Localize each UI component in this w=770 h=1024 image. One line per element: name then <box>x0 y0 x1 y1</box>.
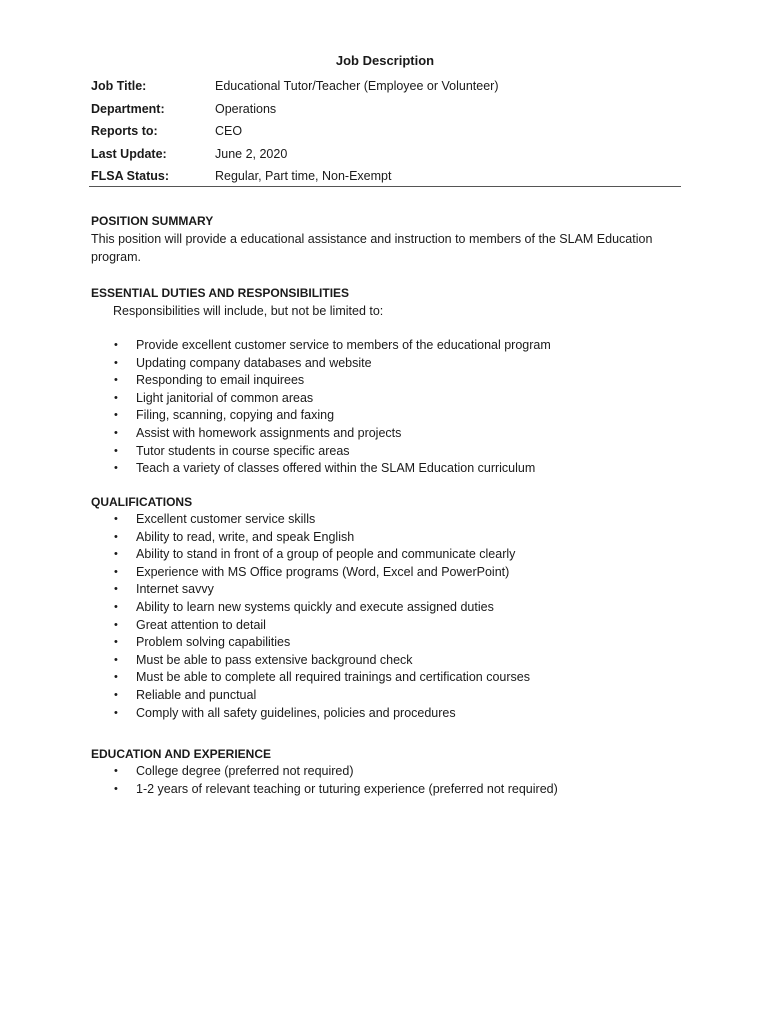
meta-value: June 2, 2020 <box>215 146 288 161</box>
bullet-icon: • <box>114 653 118 666</box>
duties-list-wrap <box>91 337 691 478</box>
list-item: • 1-2 years of relevant teaching or tuturing experience (preferred not required) <box>91 781 691 799</box>
section-heading: POSITION SUMMARY <box>91 214 214 228</box>
bullet-icon: • <box>114 548 118 561</box>
meta-label: Reports to: <box>91 124 158 139</box>
list-item: • Excellent customer service skills <box>91 511 691 529</box>
list-item: • Responding to email inquirees <box>91 372 691 390</box>
bullet-icon: • <box>114 391 118 404</box>
bullet-icon: • <box>114 530 118 543</box>
list-item: • Light janitorial of common areas <box>91 390 691 408</box>
bullet-icon: • <box>114 444 118 457</box>
list-item: • Must be able to pass extensive background check <box>91 652 691 670</box>
meta-row-reports-to <box>91 120 682 143</box>
meta-row-last-update <box>91 143 682 166</box>
list-item: • Teach a variety of classes offered within the SLAM Education curriculum <box>91 460 691 478</box>
list-item: • Comply with all safety guidelines, policies and procedures <box>91 705 691 723</box>
document-title: Job Description <box>335 53 435 68</box>
duties-list <box>91 337 691 478</box>
list-item: • Provide excellent customer service to members of the educational program <box>91 337 691 355</box>
list-item: • Tutor students in course specific areas <box>91 443 691 461</box>
header-divider <box>89 186 681 187</box>
meta-value: Regular, Part time, Non-Exempt <box>215 169 392 184</box>
meta-label: FLSA Status: <box>91 169 170 184</box>
list-item: • Reliable and punctual <box>91 687 691 705</box>
bullet-icon: • <box>114 636 118 649</box>
bullet-icon: • <box>114 765 118 777</box>
job-meta-table <box>91 75 682 188</box>
bullet-icon: • <box>114 356 118 369</box>
meta-value: CEO <box>215 124 243 139</box>
list-item: • Must be able to complete all required trainings and certification courses <box>91 669 691 687</box>
list-item: • Ability to read, write, and speak English <box>91 529 691 547</box>
meta-row-department <box>91 98 682 121</box>
section-heading: EDUCATION AND EXPERIENCE <box>91 747 272 761</box>
bullet-icon: • <box>114 583 118 596</box>
meta-label: Last Update: <box>91 146 167 161</box>
education-list <box>91 763 691 798</box>
meta-label: Department: <box>91 101 165 116</box>
education-section <box>91 745 691 798</box>
duties-section <box>91 284 691 320</box>
meta-row-flsa-status <box>91 165 682 188</box>
bullet-icon: • <box>114 600 118 613</box>
duties-intro: Responsibilities will include, but not be limited to: <box>113 304 384 318</box>
bullet-icon: • <box>114 339 118 351</box>
bullet-icon: • <box>114 688 118 701</box>
list-item: • Internet savvy <box>91 581 691 599</box>
list-item: • Problem solving capabilities <box>91 634 691 652</box>
list-item: • Filing, scanning, copying and faxing <box>91 407 691 425</box>
bullet-icon: • <box>114 426 118 439</box>
list-item: • Assist with homework assignments and projects <box>91 425 691 443</box>
meta-row-job-title <box>91 75 682 98</box>
bullet-icon: • <box>114 374 118 387</box>
meta-value: Operations <box>215 101 277 116</box>
meta-value: Educational Tutor/Teacher (Employee or Volunteer) <box>215 79 499 94</box>
list-item: • Great attention to detail <box>91 617 691 635</box>
qualifications-list <box>91 511 691 722</box>
list-item: • Ability to stand in front of a group of people and communicate clearly <box>91 546 691 564</box>
section-heading: QUALIFICATIONS <box>91 495 193 509</box>
position-summary-section <box>91 212 691 266</box>
list-item: • Ability to learn new systems quickly and execute assigned duties <box>91 599 691 617</box>
meta-label: Job Title: <box>91 79 147 94</box>
bullet-icon: • <box>114 565 118 578</box>
list-item: • College degree (preferred not required) <box>91 763 691 781</box>
list-item: • Updating company databases and website <box>91 355 691 373</box>
section-heading: ESSENTIAL DUTIES AND RESPONSIBILITIES <box>91 286 350 300</box>
bullet-icon: • <box>114 513 118 525</box>
bullet-icon: • <box>114 782 118 795</box>
bullet-icon: • <box>114 409 118 422</box>
bullet-icon: • <box>114 462 118 475</box>
qualifications-section <box>91 493 691 722</box>
bullet-icon: • <box>114 671 118 684</box>
list-item: • Experience with MS Office programs (Word, Excel and PowerPoint) <box>91 564 691 582</box>
position-summary-text: This position will provide a educational assistance and instruction to members of the SLAM Education program. <box>91 232 653 264</box>
bullet-icon: • <box>114 706 118 719</box>
bullet-icon: • <box>114 618 118 631</box>
